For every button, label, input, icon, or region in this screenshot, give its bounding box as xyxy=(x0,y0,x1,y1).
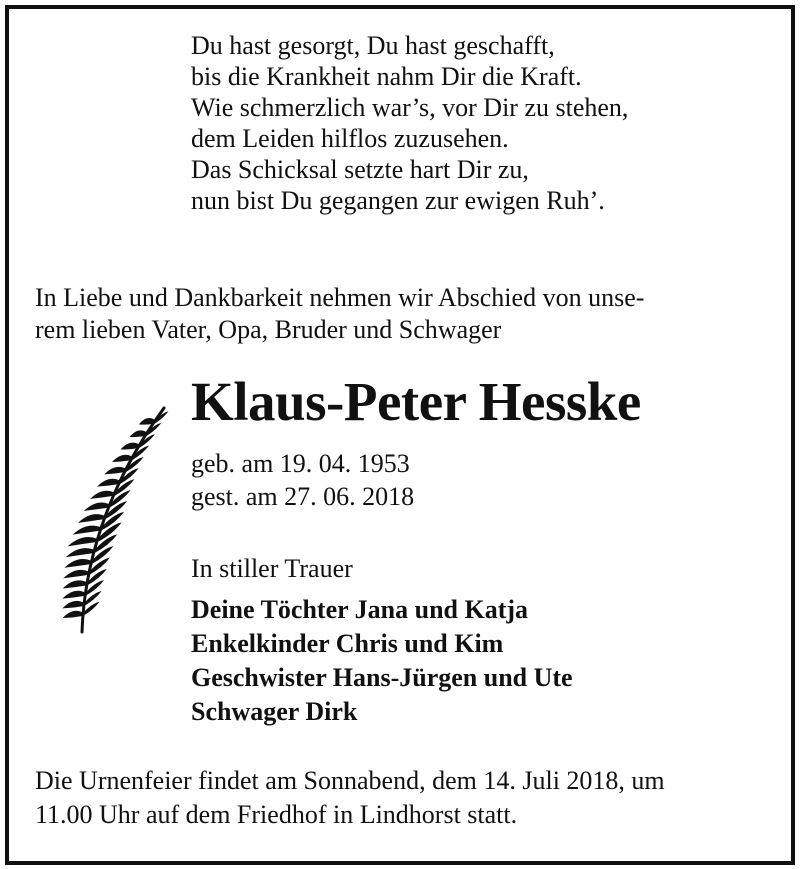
intro-line: In Liebe und Dankbarkeit nehmen wir Abschied von unse- xyxy=(35,283,645,312)
poem-line: nun bist Du gegangen zur ewigen Ruh’. xyxy=(191,186,605,215)
mourner-line: Deine Töchter Jana und Katja xyxy=(191,595,529,624)
fern-leaf-icon xyxy=(42,400,172,635)
deceased-name: Klaus-Peter Hesske xyxy=(191,371,641,432)
intro-line: rem lieben Vater, Opa, Bruder und Schwager xyxy=(35,315,502,344)
mourner-line: Enkelkinder Chris und Kim xyxy=(191,629,504,658)
mourners xyxy=(191,552,573,729)
ceremony-info xyxy=(35,764,665,832)
poem xyxy=(191,30,628,216)
ceremony-line: 11.00 Uhr auf dem Friedhof in Lindhorst statt. xyxy=(35,800,518,829)
poem-line: Du hast gesorgt, Du hast geschafft, xyxy=(191,31,555,60)
poem-line: Wie schmerzlich war’s, vor Dir zu stehen, xyxy=(191,93,629,122)
mourner-line: Geschwister Hans-Jürgen und Ute xyxy=(191,663,573,692)
life-dates xyxy=(191,447,414,513)
farewell-intro xyxy=(35,282,644,346)
poem-line: dem Leiden hilflos zuzusehen. xyxy=(191,124,509,153)
poem-line: Das Schicksal setzte hart Dir zu, xyxy=(191,155,529,184)
mourning-lead: In stiller Trauer xyxy=(191,554,353,583)
ceremony-line: Die Urnenfeier findet am Sonnabend, dem 14. Juli 2018, um xyxy=(35,766,665,795)
mourner-line: Schwager Dirk xyxy=(191,697,358,726)
poem-line: bis die Krankheit nahm Dir die Kraft. xyxy=(191,62,582,91)
birth-date: geb. am 19. 04. 1953 xyxy=(191,449,410,478)
death-date: gest. am 27. 06. 2018 xyxy=(191,482,415,511)
